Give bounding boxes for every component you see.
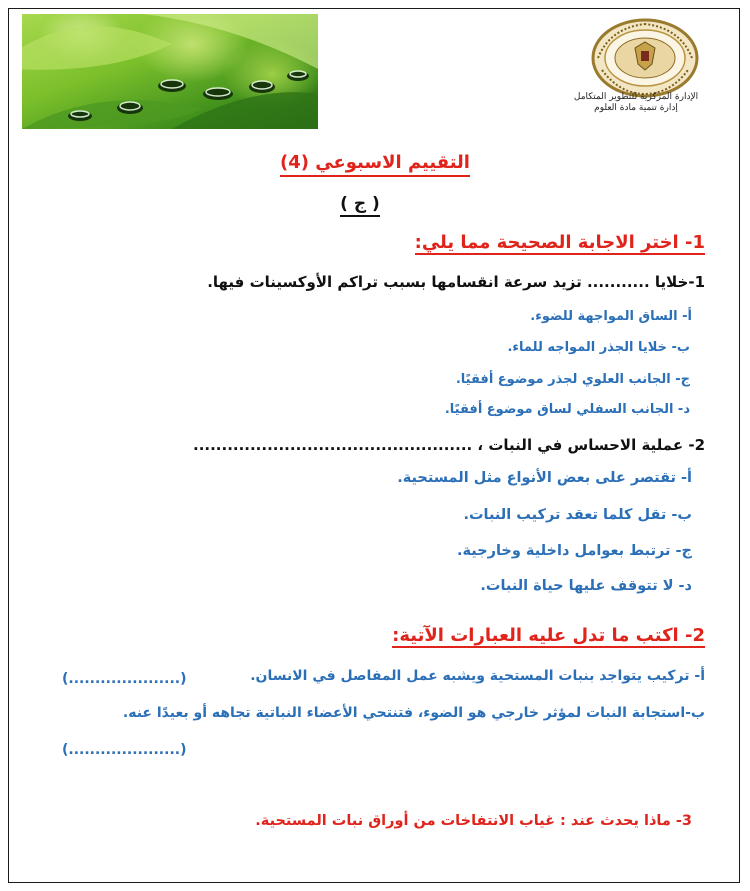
q1-option-b: ب- خلايا الجذر المواجه للماء. <box>507 340 690 355</box>
answer-blank-b: (.....................) <box>62 742 187 758</box>
q1-option-c: ج- الجانب العلوي لجذر موضوع أفقيًا. <box>455 372 690 387</box>
q1-option-a: أ- الساق المواجهة للضوء. <box>530 309 692 324</box>
answer-blank-a: (.....................) <box>62 671 187 687</box>
department-line: إدارة تنمية مادة العلوم <box>594 103 678 113</box>
question-1: 1-خلايا ........... تزيد سرعة انقسامها بسبب تراكم الأوكسينات فيها. <box>207 273 705 291</box>
department-name <box>560 92 712 114</box>
statement-a: أ- تركيب يتواجد بنبات المستحية ويشبه عمل المفاصل في الانسان. <box>250 668 705 684</box>
q2-option-d: د- لا تتوقف عليها حياة النبات. <box>480 578 692 594</box>
form-code: ( ج ) <box>320 194 400 214</box>
leaf-photo <box>22 14 318 129</box>
q2-option-c: ج- ترتبط بعوامل داخلية وخارجية. <box>456 543 692 559</box>
q2-option-a: أ- تقتصر على بعض الأنواع مثل المستحية. <box>397 470 692 486</box>
ministry-emblem-logo <box>590 18 700 98</box>
section1-heading: 1- اختر الاجابة الصحيحة مما يلي: <box>414 232 705 253</box>
question-2: 2- عملية الاحساس في النبات ، ................................................. <box>193 436 705 454</box>
department-line: الإدارة المركزية للتطوير المتكامل <box>573 92 699 102</box>
q1-option-d: د- الجانب السفلي لساق موضوع أفقيًا. <box>444 402 690 417</box>
page-title: التقييم الاسبوعي (4) <box>250 152 500 173</box>
statement-b: ب-استجابة النبات لمؤثر خارجي هو الضوء، فتنتحي الأعضاء النباتية تجاهه أو بعيدًا عنه. <box>122 705 705 721</box>
q2-option-b: ب- تقل كلما تعقد تركيب النبات. <box>463 507 692 523</box>
section2-heading: 2- اكتب ما تدل عليه العبارات الآتية: <box>392 625 705 646</box>
section3-question: 3- ماذا يحدث عند : غياب الانتفاخات من أوراق نبات المستحية. <box>255 813 692 829</box>
